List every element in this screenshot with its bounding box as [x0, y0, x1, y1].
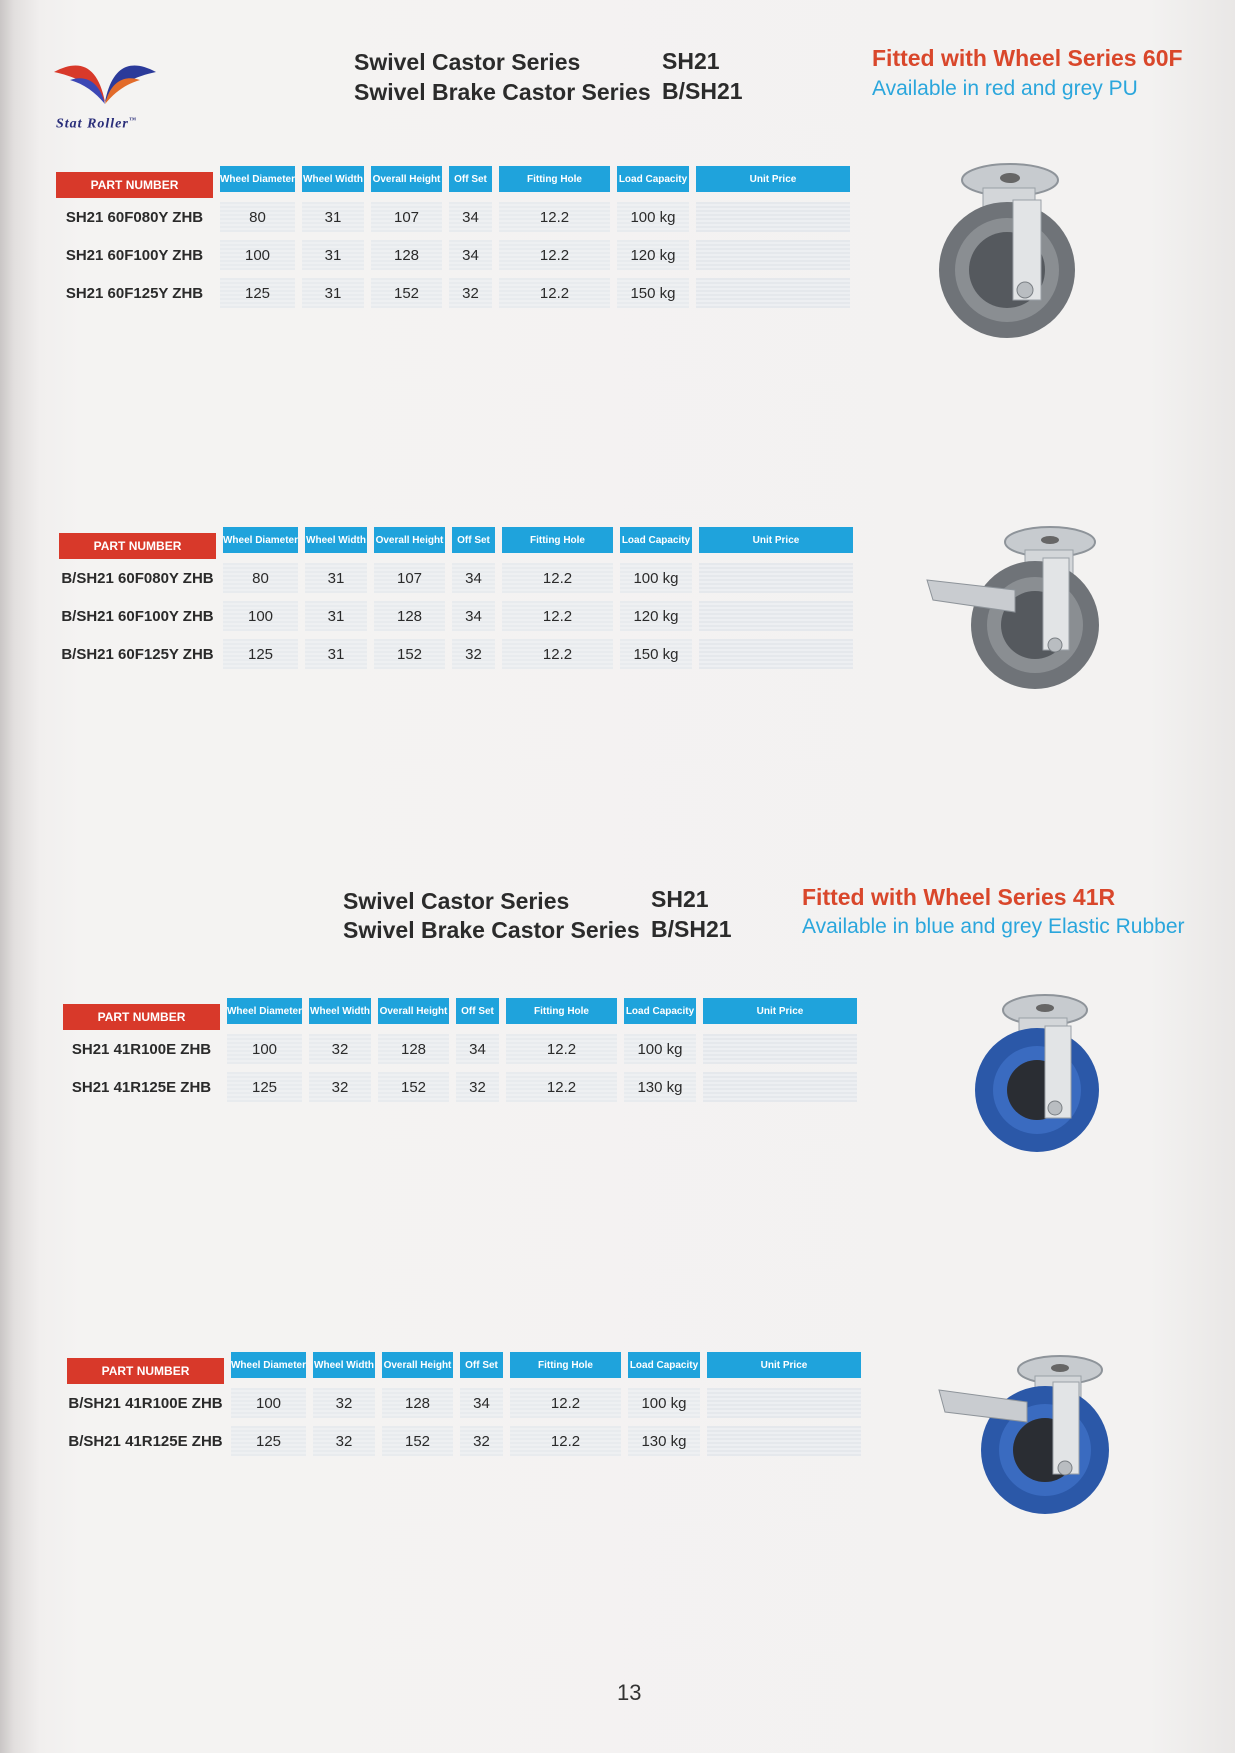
cell-part-number: B/SH21 41R100E ZHB — [68, 1394, 223, 1412]
cell-fitting-hole: 12.2 — [499, 202, 610, 232]
cell-wheel-width: 32 — [309, 1034, 371, 1064]
column-header-part-number: PART NUMBER — [59, 533, 216, 559]
series-title-swivel-brake-2: Swivel Brake Castor Series — [343, 917, 640, 943]
column-header-load-capacity: Load Capacity — [617, 166, 689, 192]
table-header-row — [67, 1352, 857, 1382]
cell-unit-price — [707, 1426, 861, 1456]
cell-overall-height: 107 — [374, 563, 445, 593]
column-header-part-number: PART NUMBER — [63, 1004, 220, 1030]
table-row — [59, 563, 849, 597]
cell-wheel-width: 32 — [309, 1072, 371, 1102]
column-header-fitting-hole: Fitting Hole — [499, 166, 610, 192]
cell-wheel-diameter: 80 — [220, 202, 295, 232]
page-number: 13 — [617, 1680, 642, 1705]
fitted-wheel-series-2: Fitted with Wheel Series 41R — [802, 884, 1116, 910]
table-row — [59, 601, 849, 635]
cell-load-capacity: 100 kg — [620, 563, 692, 593]
cell-unit-price — [699, 601, 853, 631]
cell-unit-price — [696, 202, 850, 232]
cell-overall-height: 152 — [382, 1426, 453, 1456]
castor-blue-swivel-image — [965, 990, 1125, 1170]
column-header-off-set: Off Set — [449, 166, 492, 192]
cell-part-number: B/SH21 60F125Y ZHB — [61, 645, 214, 663]
cell-off-set: 32 — [456, 1072, 499, 1102]
series-code-swivel: SH21 — [662, 48, 720, 74]
cell-overall-height: 152 — [374, 639, 445, 669]
brand-name: Stat Roller™ — [56, 116, 137, 132]
cell-unit-price — [699, 563, 853, 593]
cell-fitting-hole: 12.2 — [506, 1034, 617, 1064]
availability-note: Available in red and grey PU — [872, 77, 1138, 100]
cell-fitting-hole: 12.2 — [510, 1388, 621, 1418]
cell-part-number: SH21 41R125E ZHB — [71, 1078, 212, 1096]
cell-wheel-diameter: 125 — [223, 639, 298, 669]
cell-wheel-width: 31 — [305, 601, 367, 631]
cell-off-set: 34 — [460, 1388, 503, 1418]
cell-load-capacity: 130 kg — [624, 1072, 696, 1102]
cell-wheel-diameter: 100 — [223, 601, 298, 631]
cell-load-capacity: 120 kg — [617, 240, 689, 270]
column-header-load-capacity: Load Capacity — [628, 1352, 700, 1378]
column-header-overall-height: Overall Height — [378, 998, 449, 1024]
table-row — [63, 1072, 853, 1106]
column-header-part-number: PART NUMBER — [56, 172, 213, 198]
cell-wheel-diameter: 125 — [231, 1426, 306, 1456]
series-code-swivel-2: SH21 — [651, 886, 709, 912]
column-header-wheel-diameter: Wheel Diameter — [223, 527, 298, 553]
castor-blue-brake-image — [935, 1350, 1130, 1525]
column-header-fitting-hole: Fitting Hole — [510, 1352, 621, 1378]
table-row — [56, 240, 846, 274]
table-header-row — [63, 998, 853, 1028]
column-header-unit-price: Unit Price — [703, 998, 857, 1024]
brand-logo — [50, 52, 160, 134]
column-header-part-number: PART NUMBER — [67, 1358, 224, 1384]
column-header-overall-height: Overall Height — [371, 166, 442, 192]
table-header-row — [56, 166, 846, 196]
column-header-wheel-width: Wheel Width — [305, 527, 367, 553]
cell-wheel-width: 31 — [302, 278, 364, 308]
cell-overall-height: 107 — [371, 202, 442, 232]
cell-off-set: 32 — [449, 278, 492, 308]
table-row — [67, 1388, 857, 1422]
cell-unit-price — [707, 1388, 861, 1418]
table-row — [56, 278, 846, 312]
column-header-fitting-hole: Fitting Hole — [506, 998, 617, 1024]
cell-part-number: B/SH21 41R125E ZHB — [68, 1432, 223, 1450]
cell-off-set: 34 — [456, 1034, 499, 1064]
cell-off-set: 34 — [452, 563, 495, 593]
cell-fitting-hole: 12.2 — [510, 1426, 621, 1456]
cell-wheel-diameter: 125 — [220, 278, 295, 308]
availability-note-2: Available in blue and grey Elastic Rubber — [802, 915, 1185, 938]
series-title-swivel: Swivel Castor Series — [354, 49, 581, 75]
cell-load-capacity: 120 kg — [620, 601, 692, 631]
cell-overall-height: 128 — [374, 601, 445, 631]
column-header-wheel-width: Wheel Width — [309, 998, 371, 1024]
column-header-unit-price: Unit Price — [699, 527, 853, 553]
cell-overall-height: 152 — [371, 278, 442, 308]
castor-grey-swivel-image — [925, 160, 1095, 355]
cell-part-number: SH21 60F125Y ZHB — [65, 284, 204, 302]
series-code-swivel-brake: B/SH21 — [662, 78, 743, 104]
cell-wheel-width: 31 — [305, 639, 367, 669]
series-title-swivel-brake: Swivel Brake Castor Series — [354, 79, 651, 105]
cell-load-capacity: 150 kg — [617, 278, 689, 308]
cell-off-set: 32 — [452, 639, 495, 669]
column-header-off-set: Off Set — [460, 1352, 503, 1378]
cell-part-number: SH21 60F100Y ZHB — [65, 246, 204, 264]
cell-part-number: SH21 41R100E ZHB — [71, 1040, 212, 1058]
cell-part-number: B/SH21 60F100Y ZHB — [61, 607, 214, 625]
castor-grey-brake-image — [925, 520, 1120, 695]
cell-fitting-hole: 12.2 — [502, 563, 613, 593]
cell-unit-price — [696, 240, 850, 270]
cell-wheel-width: 31 — [302, 202, 364, 232]
cell-unit-price — [699, 639, 853, 669]
cell-unit-price — [703, 1034, 857, 1064]
fitted-wheel-series: Fitted with Wheel Series 60F — [872, 45, 1183, 71]
column-header-load-capacity: Load Capacity — [624, 998, 696, 1024]
cell-load-capacity: 100 kg — [617, 202, 689, 232]
column-header-unit-price: Unit Price — [696, 166, 850, 192]
column-header-load-capacity: Load Capacity — [620, 527, 692, 553]
cell-load-capacity: 150 kg — [620, 639, 692, 669]
cell-wheel-width: 32 — [313, 1388, 375, 1418]
cell-off-set: 32 — [460, 1426, 503, 1456]
cell-overall-height: 128 — [382, 1388, 453, 1418]
series-title-swivel-2: Swivel Castor Series — [343, 888, 570, 914]
cell-off-set: 34 — [449, 240, 492, 270]
column-header-fitting-hole: Fitting Hole — [502, 527, 613, 553]
column-header-wheel-width: Wheel Width — [302, 166, 364, 192]
column-header-wheel-diameter: Wheel Diameter — [231, 1352, 306, 1378]
logo-wings-icon — [50, 52, 160, 116]
cell-wheel-diameter: 100 — [231, 1388, 306, 1418]
cell-overall-height: 128 — [371, 240, 442, 270]
cell-unit-price — [696, 278, 850, 308]
cell-off-set: 34 — [452, 601, 495, 631]
cell-off-set: 34 — [449, 202, 492, 232]
cell-fitting-hole: 12.2 — [502, 639, 613, 669]
column-header-wheel-diameter: Wheel Diameter — [220, 166, 295, 192]
cell-load-capacity: 100 kg — [624, 1034, 696, 1064]
series-code-swivel-brake-2: B/SH21 — [651, 916, 732, 942]
cell-fitting-hole: 12.2 — [499, 240, 610, 270]
cell-wheel-diameter: 80 — [223, 563, 298, 593]
cell-fitting-hole: 12.2 — [506, 1072, 617, 1102]
cell-wheel-width: 32 — [313, 1426, 375, 1456]
cell-unit-price — [703, 1072, 857, 1102]
table-header-row — [59, 527, 849, 557]
table-row — [56, 202, 846, 236]
table-row — [63, 1034, 853, 1068]
cell-wheel-width: 31 — [305, 563, 367, 593]
cell-wheel-diameter: 100 — [227, 1034, 302, 1064]
column-header-wheel-diameter: Wheel Diameter — [227, 998, 302, 1024]
cell-load-capacity: 100 kg — [628, 1388, 700, 1418]
cell-part-number: SH21 60F080Y ZHB — [65, 208, 204, 226]
column-header-unit-price: Unit Price — [707, 1352, 861, 1378]
cell-wheel-diameter: 100 — [220, 240, 295, 270]
cell-load-capacity: 130 kg — [628, 1426, 700, 1456]
cell-wheel-diameter: 125 — [227, 1072, 302, 1102]
cell-part-number: B/SH21 60F080Y ZHB — [61, 569, 214, 587]
cell-overall-height: 128 — [378, 1034, 449, 1064]
cell-overall-height: 152 — [378, 1072, 449, 1102]
column-header-wheel-width: Wheel Width — [313, 1352, 375, 1378]
cell-fitting-hole: 12.2 — [502, 601, 613, 631]
table-row — [59, 639, 849, 673]
column-header-overall-height: Overall Height — [382, 1352, 453, 1378]
column-header-overall-height: Overall Height — [374, 527, 445, 553]
column-header-off-set: Off Set — [456, 998, 499, 1024]
column-header-off-set: Off Set — [452, 527, 495, 553]
cell-fitting-hole: 12.2 — [499, 278, 610, 308]
cell-wheel-width: 31 — [302, 240, 364, 270]
table-row — [67, 1426, 857, 1460]
